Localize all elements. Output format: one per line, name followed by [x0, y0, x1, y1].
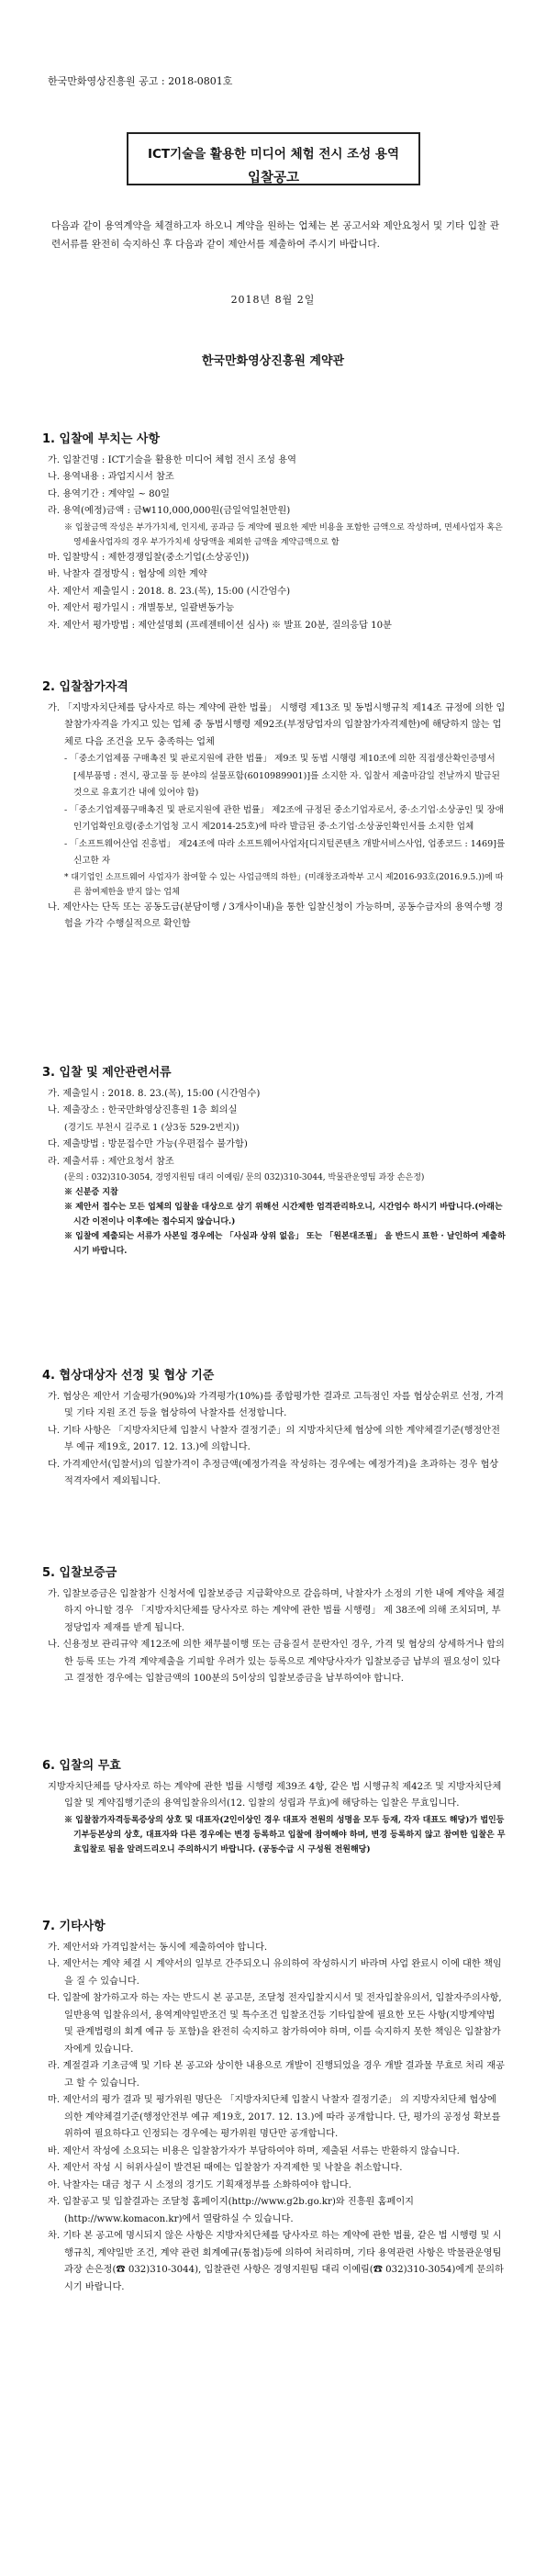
sub-item: - 「중소기업제품구매촉진 및 판로지원에 관한 법률」 제2조에 규정된 중소기업자로서, 중·소기업·소상공인 및 장애인기업확인요령(중소기업청 고시 제2014-25호)에 따라 발급된 중·소기업·소상공인확인서를 소지한 업체	[64, 804, 504, 832]
list-item: 바. 낙찰자 결정방식 : 협상에 의한 계약	[48, 569, 207, 579]
list-item: 나. 신용정보 관리규약 제12조에 의한 채무불이행 또는 금융질서 문란자인 경우, 가격 및 협상의 상세하거나 합의한 등록 또는 가격 계약제출을 기피할 우려가 있는 등록으로 계약당사자가 입찰보증금 납부의 필요성이 있다고 결정한 경우에는 입찰금액의 100분의 5이상의 입찰보증금을 납부하여야 합니다.	[48, 1640, 505, 1684]
section-title: 6. 입찰의 무효	[42, 1759, 121, 1773]
section-title: 3. 입찰 및 제안관련서류	[42, 1066, 172, 1080]
list-item: 지방자치단체를 당사자로 하는 계약에 관한 법률 시행령 제39조 4항, 같은 법 시행규칙 제42조 및 지방자치단체 입찰 및 계약집행기준의 용역입찰유의서(12. 입찰의 성립과 무효)에 해당하는 입찰은 무효입니다.	[48, 1781, 502, 1809]
list-item: 사. 제안서 제출일시 : 2018. 8. 23.(목), 15:00 (시간엄수)	[48, 586, 291, 597]
title-line1: ICT기술을 활용한 미디어 체험 전시 조성 용역	[147, 147, 400, 162]
section-5	[42, 1565, 506, 1688]
list-item: 나. 용역내용 : 과업지시서 참조	[48, 472, 174, 482]
notice-date: 2018년 8월 2일	[230, 294, 316, 306]
section-4	[42, 1368, 506, 1491]
list-item: 라. 제출서류 : 제안요청서 참조	[48, 1156, 174, 1167]
list-item: 마. 입찰방식 : 제한경쟁입찰(중소기업(소상공인))	[48, 552, 250, 563]
section-title: 5. 입찰보증금	[42, 1566, 117, 1580]
note-item: (문의 : 032)310-3054, 경영지원팀 대리 이예림/ 문의 032)310-3044, 박물관운영팀 과장 손은정)	[64, 1173, 425, 1182]
section-title: 2. 입찰참가자격	[42, 680, 128, 694]
note-item: ※ 입찰금액 작성은 부가가치세, 인지세, 공과금 등 계약에 필요한 제반 비용을 포함한 금액으로 작성하며, 면세사업자 혹은 영세율사업자의 경우 부가가치세 상당액을 제외한 금액을 계약금액으로 함	[64, 522, 503, 547]
note-item: * 대기업인 소프트웨어 사업자가 참여할 수 있는 사업금액의 하한」(미래창조과학부 고시 제2016-93호(2016.9.5.))에 따른 참여제한을 받지 않는 업체	[64, 872, 504, 897]
title-line2: 입찰공고	[247, 171, 300, 185]
list-item: 나. 기타 사항은 「지방자치단체 입찰시 낙찰자 결정기준」의 지방자치단체 협상에 의한 계약체결기준(행정안전부 예규 제19호, 2017. 12. 13.)에 의합니다.	[48, 1425, 500, 1452]
list-item: 라. 계절결과 기초금액 및 기타 본 공고와 상이한 내용으로 개발이 진행되었을 경우 개발 결과물 무효로 처리 재공고 할 수 있습니다.	[48, 2061, 505, 2089]
list-item: 바. 제안서 작성에 소요되는 비용은 입찰참가자가 부담하여야 하며, 제출된 서류는 반환하지 않습니다.	[48, 2145, 460, 2156]
list-item: 나. 제안서는 계약 체결 시 계약서의 일부로 간주되오니 유의하여 작성하시기 바라며 사업 완료시 이에 대한 책임을 질 수 있습니다.	[48, 1959, 502, 1987]
section-title: 1. 입찰에 부치는 사항	[42, 432, 161, 446]
list-item: 자. 입찰공고 및 입찰결과는 조달청 홈페이지(http://www.g2b.go.kr)와 진흥원 홈페이지(http://www.komacon.kr)에서 열람하실 수 있습니다.	[48, 2197, 414, 2224]
list-item: 가. 제출일시 : 2018. 8. 23.(목), 15:00 (시간엄수)	[48, 1088, 261, 1099]
note-item: ※ 입찰참가자격등록증상의 상호 및 대표자(2인이상인 경우 대표자 전원의 성명을 모두 등재, 각자 대표도 해당)가 법인등기부등본상의 상호, 대표자와 다른 경우에는 변경 등록하고 입찰에 참여해야 하며, 변경 등록하지 않고 참여한 입찰은 무효입찰로 됨을 알려드리오니 주의하시기 바랍니다. (공동수급 시 구성원 전원해당)	[64, 1815, 506, 1854]
section-title: 4. 협상대상자 선정 및 협상 기준	[42, 1369, 215, 1383]
list-item: 아. 낙찰자는 대금 청구 시 소정의 경기도 기획재정부를 소화하여야 합니다.	[48, 2179, 351, 2190]
list-item: 마. 제안서의 평가 결과 및 평가위원 명단은 「지방자치단체 입찰시 낙찰자 결정기준」 의 지방자치단체 협상에 의한 계약체결기준(행정안전부 예규 제19호, 2017. 12. 13.)에 따라 공개합니다. 단, 평가의 공정성 확보를 위하여 필요하다고 인정되는 경우에는 평가위원 명단만 공개합니다.	[48, 2095, 501, 2139]
intro-paragraph: 다음과 같이 용역계약을 체결하고자 하오니 계약을 원하는 업체는 본 공고서와 제안요청서 및 기타 입찰 관련서류를 완전히 숙지하신 후 다음과 같이 제안서를 제출하여 주시기 바랍니다.	[51, 220, 499, 250]
list-item: 가. 협상은 제안서 기술평가(90%)와 가격평가(10%)를 종합평가한 결과로 고득점인 자를 협상순위로 선정, 가격 및 기타 지원 조건 등을 협상하여 낙찰자를 선정합니다.	[48, 1391, 504, 1418]
sub-item: - 「중소기업제품 구매촉진 및 판로지원에 관한 법률」 제9조 및 동법 시행령 제10조에 의한 직접생산확인증명서[세부품명 : 전시, 광고물 등 분야의 설물포함(6010989901)]를 소지한 자. 입찰서 제출마감일 전날까지 발급된 것으로 유효기간 내에 있어야 함)	[64, 754, 500, 798]
list-item: 아. 제안서 평가일시 : 개별통보, 일괄변동가능	[48, 603, 235, 613]
section-3	[42, 1065, 506, 1259]
notice-number: 한국만화영상진흥원 공고 : 2018-0801호	[48, 75, 233, 87]
list-item: 가. 입찰보증금은 입찰참가 신청서에 입찰보증금 지급확약으로 갈음하며, 낙찰자가 소정의 기한 내에 계약을 체결하지 아니할 경우 「지방자치단체를 당사자로 하는 계약에 관한 법률 시행령」 제 38조에 의해 조치되며, 부정당업자 제재를 받게 됩니다.	[48, 1588, 506, 1633]
section-6	[42, 1758, 506, 1857]
list-item: 라. 용역(예정)금액 : 금₩110,000,000원(금일억일천만원)	[48, 506, 291, 516]
list-item: 나. 제출장소 : 한국만화영상진흥원 1층 회의실	[48, 1105, 238, 1115]
note-item: ※ 제안서 접수는 모든 업체의 입찰을 대상으로 삼기 위해선 시간제한 엄격관리하오니, 시간엄수 하시기 바랍니다.(아래는 시간 이전이나 이후에는 접수되지 않습니다.)	[64, 1203, 503, 1226]
note-item: ※ 신분증 지참	[64, 1188, 118, 1197]
note-item: ※ 입찰에 제출되는 서류가 사본일 경우에는 「사실과 상위 없음」 또는 「원본대조필」 을 반드시 표한 · 날인하여 제출하시기 바랍니다.	[64, 1232, 506, 1256]
list-item: 다. 가격제안서(입찰서)의 입찰가격이 추정금액(예정가격을 작성하는 경우에는 예정가격)을 초과하는 경우 협상적격자에서 제외됩니다.	[48, 1459, 499, 1486]
section-7	[42, 1919, 506, 2296]
list-item: 다. 제출방법 : 방문접수만 가능(우편접수 불가함)	[48, 1139, 248, 1149]
list-item: 다. 용역기간 : 계약일 ~ 80일	[48, 488, 170, 499]
sub-item: - 「소프트웨어산업 진흥법」 제24조에 따라 소프트웨어사업자[디지털콘텐츠 개발서비스사업, 업종코드 : 1469]를 신고한 자	[64, 838, 506, 866]
list-item: 다. 입찰에 참가하고자 하는 자는 반드시 본 공고문, 조달청 전자입찰지시서 및 전자입찰유의서, 입찰자주의사항, 일반용역 입찰유의서, 용역계약일반조건 및 특수조건 입찰조건등 기타입찰에 필요한 모든 사항(지방계약법 및 관계법령의 회계 예규 등 포함)을 완전히 숙지하고 참가하여야 하며, 이를 숙지하지 못한 책임은 입찰참가자에게 있습니다.	[48, 1993, 502, 2055]
list-item: 가. 입찰건명 : ICT기술을 활용한 미디어 체험 전시 조성 용역	[48, 454, 296, 465]
list-item: 가. 제안서와 가격입찰서는 동시에 제출하여야 합니다.	[48, 1942, 268, 1953]
issuer-name: 한국만화영상진흥원 계약관	[201, 354, 345, 368]
section-title: 7. 기타사항	[42, 1920, 106, 1933]
list-item: 자. 제안서 평가방법 : 제안설명회 (프레젠테이션 심사) ※ 발표 20분, 질의응답 10분	[48, 620, 392, 631]
list-item: 차. 기타 본 공고에 명시되지 않은 사항은 지방자치단체를 당사자로 하는 계약에 관한 법률, 같은 법 시행령 및 시행규칙, 계약일반 조건, 계약 관련 회계예규(통첩)등에 의하여 처리하며, 기타 용역관련 사항은 박물관운영팀 과장 손은정(☎ 032)310-3044), 입찰관련 사항은 경영지원팀 대리 이예림(☎ 032)310-3054)에게 문의하시기 바랍니다.	[48, 2231, 504, 2292]
list-item: 가. 「지방자치단체를 당사자로 하는 계약에 관한 법률」 시행령 제13조 및 동법시행규칙 제14조 규정에 의한 입찰참가자격을 가지고 있는 업체 중 동법시행령 제92조(부정당업자의 입찰참가자격제한)에 해당하지 않는 업체로 다음 조건을 모두 충족하는 업체	[48, 702, 506, 747]
title-box	[127, 132, 420, 185]
list-item: 사. 제안서 작성 시 허위사실이 발견된 때에는 입찰참가 자격제한 및 낙찰을 취소합니다.	[48, 2163, 403, 2173]
sub-item: (경기도 부천시 길주로 1 (상3동 529-2번지))	[64, 1122, 240, 1133]
section-1	[42, 431, 506, 634]
section-2	[42, 679, 506, 934]
list-item: 나. 제안사는 단독 또는 공동도급(분담이행 / 3개사이내)을 통한 입찰신청이 가능하며, 공동수급자의 용역수행 경험을 가각 수행실적으로 확인함	[48, 902, 504, 929]
